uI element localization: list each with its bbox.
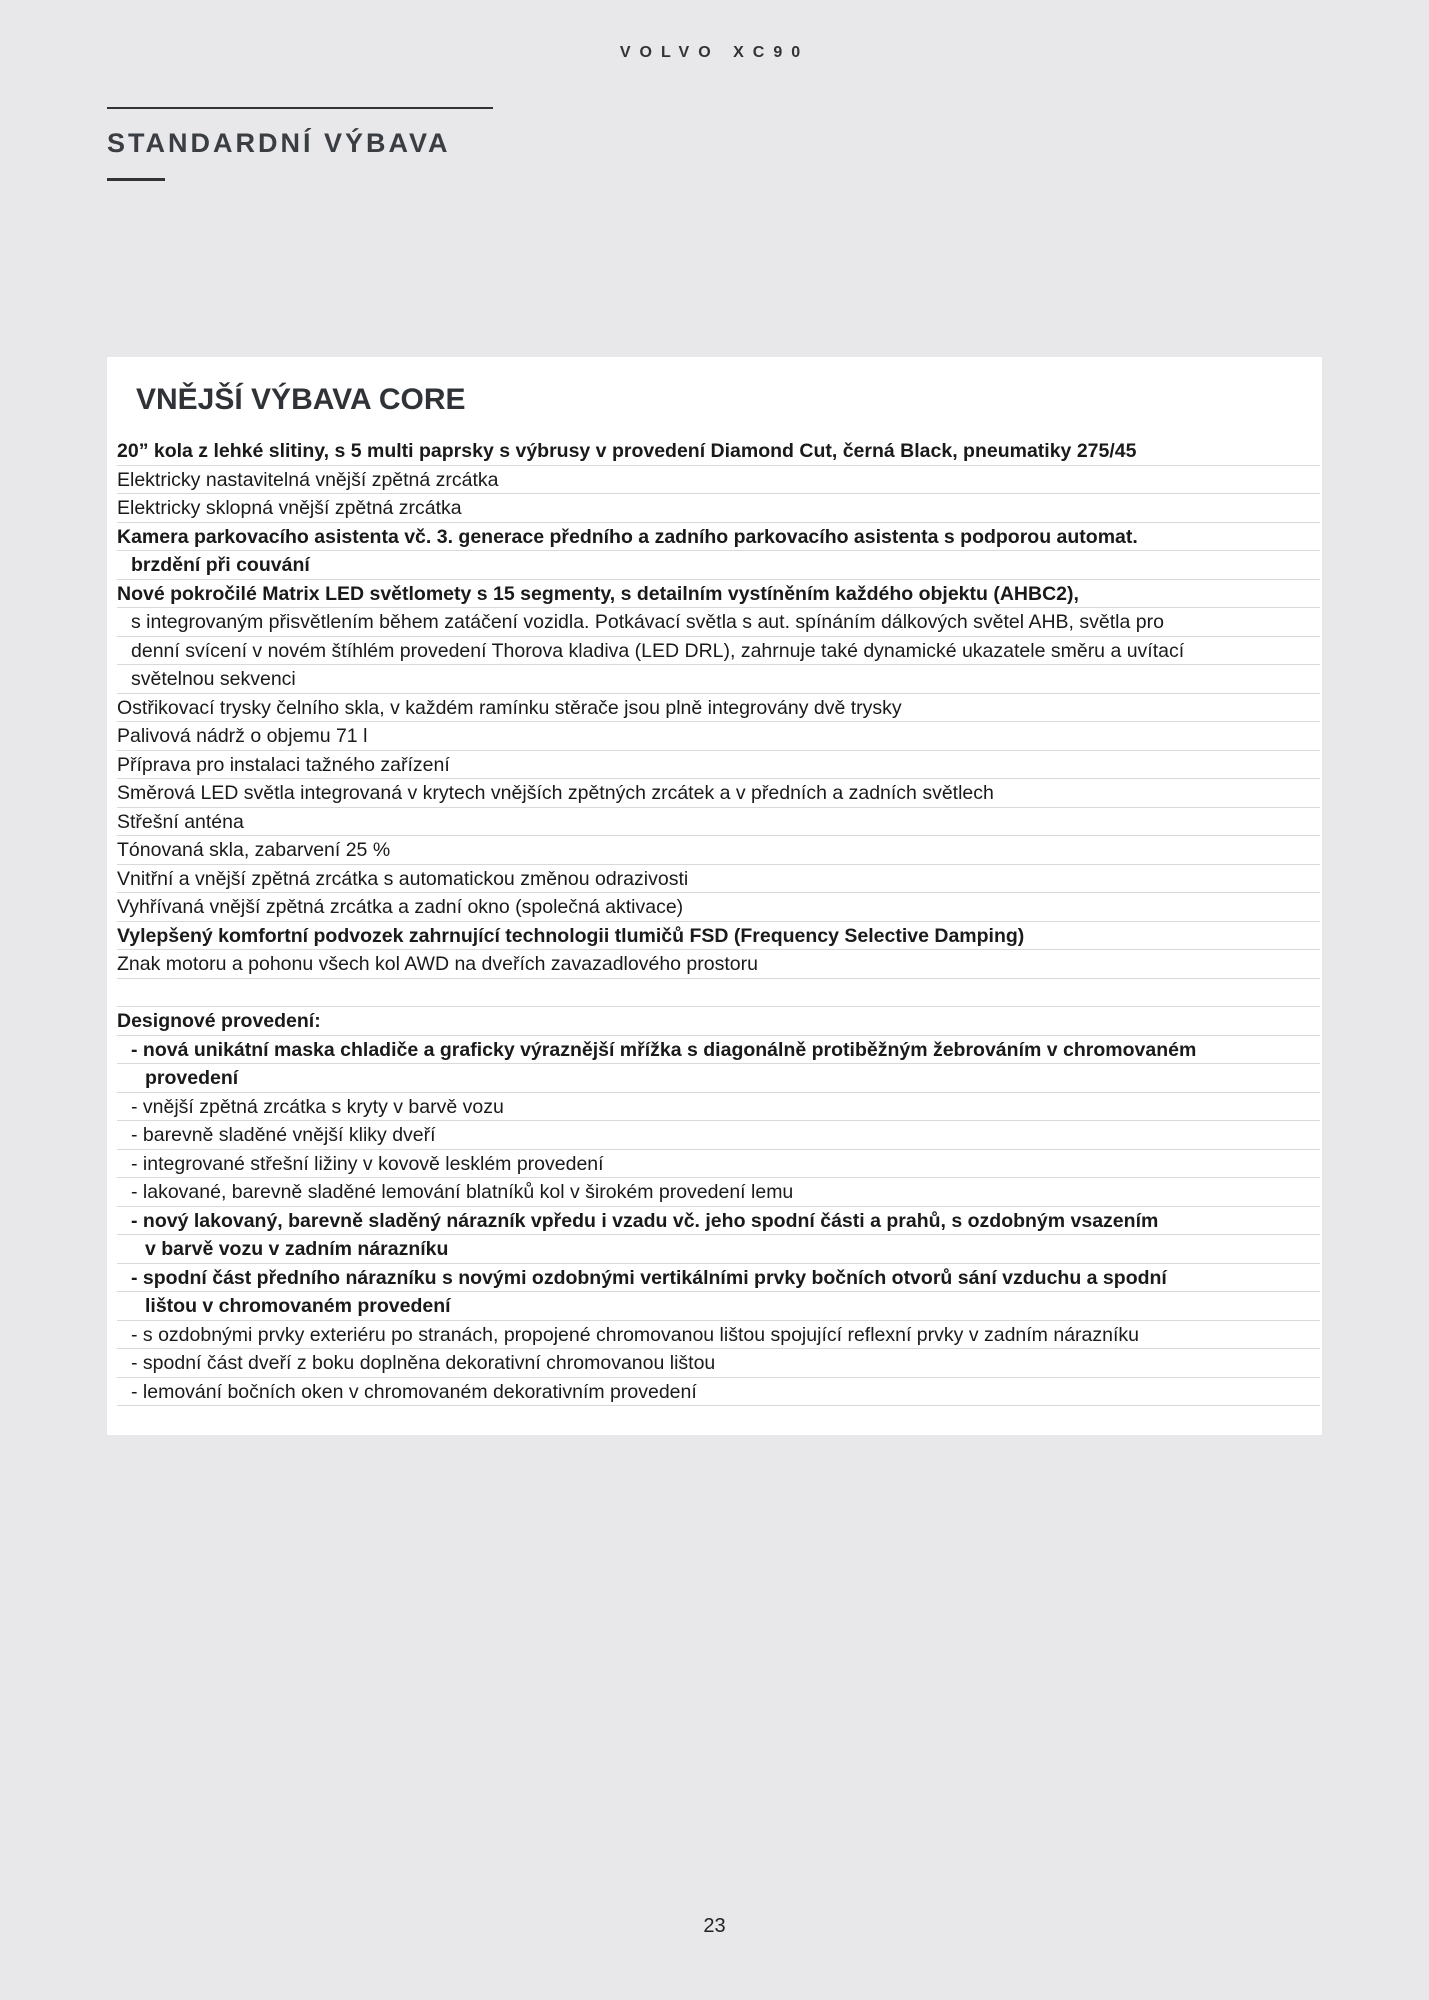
list-item: - nový lakovaný, barevně sladěný nárazník vpředu i vzadu vč. jeho spodní části a prahů, s ozdobným vsazením (117, 1207, 1320, 1236)
list-item: - spodní část dveří z boku doplněna dekorativní chromovanou lištou (117, 1349, 1320, 1378)
list-item: Směrová LED světla integrovaná v krytech vnějších zpětných zrcátek a v předních a zadních světlech (117, 779, 1320, 808)
list-item: Vyhřívaná vnější zpětná zrcátka a zadní okno (společná aktivace) (117, 893, 1320, 922)
list-item: Kamera parkovacího asistenta vč. 3. generace předního a zadního parkovacího asistenta s podporou automat. (117, 523, 1320, 552)
title-underline (107, 178, 165, 181)
page-number: 23 (703, 1915, 726, 1937)
list-item: 20” kola z lehké slitiny, s 5 multi paprsky s výbrusy v provedení Diamond Cut, černá Black, pneumatiky 275/45 (117, 437, 1320, 466)
list-item: Vnitřní a vnější zpětná zrcátka s automatickou změnou odrazivosti (117, 865, 1320, 894)
list-item: - spodní část předního nárazníku s novými ozdobnými vertikálními prvky bočních otvorů sání vzduchu a spodní (117, 1264, 1320, 1293)
list-item: Ostřikovací trysky čelního skla, v každém ramínku stěrače jsou plně integrovány dvě trysky (117, 694, 1320, 723)
list-item: s integrovaným přisvětlením během zatáčení vozidla. Potkávací světla s aut. spínáním dálkových světel AHB, světla pro (117, 608, 1320, 637)
brand-header: VOLVO XC90 (619, 44, 810, 61)
list-item: Nové pokročilé Matrix LED světlomety s 15 segmenty, s detailním vystíněním každého objektu (AHBC2), (117, 580, 1320, 609)
list-item: Elektricky nastavitelná vnější zpětná zrcátka (117, 466, 1320, 495)
equipment-list (117, 437, 1320, 1406)
list-item (117, 979, 1320, 1008)
list-item: denní svícení v novém štíhlém provedení Thorova kladiva (LED DRL), zahrnuje také dynamické ukazatele směru a uvítací (117, 637, 1320, 666)
list-item: - nová unikátní maska chladiče a graficky výraznější mřížka s diagonálně protiběžným žebrováním v chromovaném (117, 1036, 1320, 1065)
list-item: Tónovaná skla, zabarvení 25 % (117, 836, 1320, 865)
list-item: Palivová nádrž o objemu 71 l (117, 722, 1320, 751)
list-item: Příprava pro instalaci tažného zařízení (117, 751, 1320, 780)
list-item: světelnou sekvenci (117, 665, 1320, 694)
list-item: - s ozdobnými prvky exteriéru po stranách, propojené chromovanou lištou spojující reflexní prvky v zadním nárazníku (117, 1321, 1320, 1350)
equipment-panel (107, 357, 1322, 1435)
list-item: - integrované střešní ližiny v kovově lesklém provedení (117, 1150, 1320, 1179)
list-item: Střešní anténa (117, 808, 1320, 837)
list-item: Designové provedení: (117, 1007, 1320, 1036)
list-item: brzdění při couvání (117, 551, 1320, 580)
list-item: Elektricky sklopná vnější zpětná zrcátka (117, 494, 1320, 523)
section-title: STANDARDNÍ VÝBAVA (107, 128, 451, 158)
header-rule (107, 107, 493, 109)
list-item: - lakované, barevně sladěné lemování blatníků kol v širokém provedení lemu (117, 1178, 1320, 1207)
list-item: v barvě vozu v zadním nárazníku (117, 1235, 1320, 1264)
list-item: - barevně sladěné vnější kliky dveří (117, 1121, 1320, 1150)
list-item: lištou v chromovaném provedení (117, 1292, 1320, 1321)
list-item: - vnější zpětná zrcátka s kryty v barvě vozu (117, 1093, 1320, 1122)
list-item: provedení (117, 1064, 1320, 1093)
list-item: Vylepšený komfortní podvozek zahrnující technologii tlumičů FSD (Frequency Selective Damping) (117, 922, 1320, 951)
list-item: - lemování bočních oken v chromovaném dekorativním provedení (117, 1378, 1320, 1407)
panel-title: VNĚJŠÍ VÝBAVA CORE (136, 383, 466, 416)
list-item: Znak motoru a pohonu všech kol AWD na dveřích zavazadlového prostoru (117, 950, 1320, 979)
